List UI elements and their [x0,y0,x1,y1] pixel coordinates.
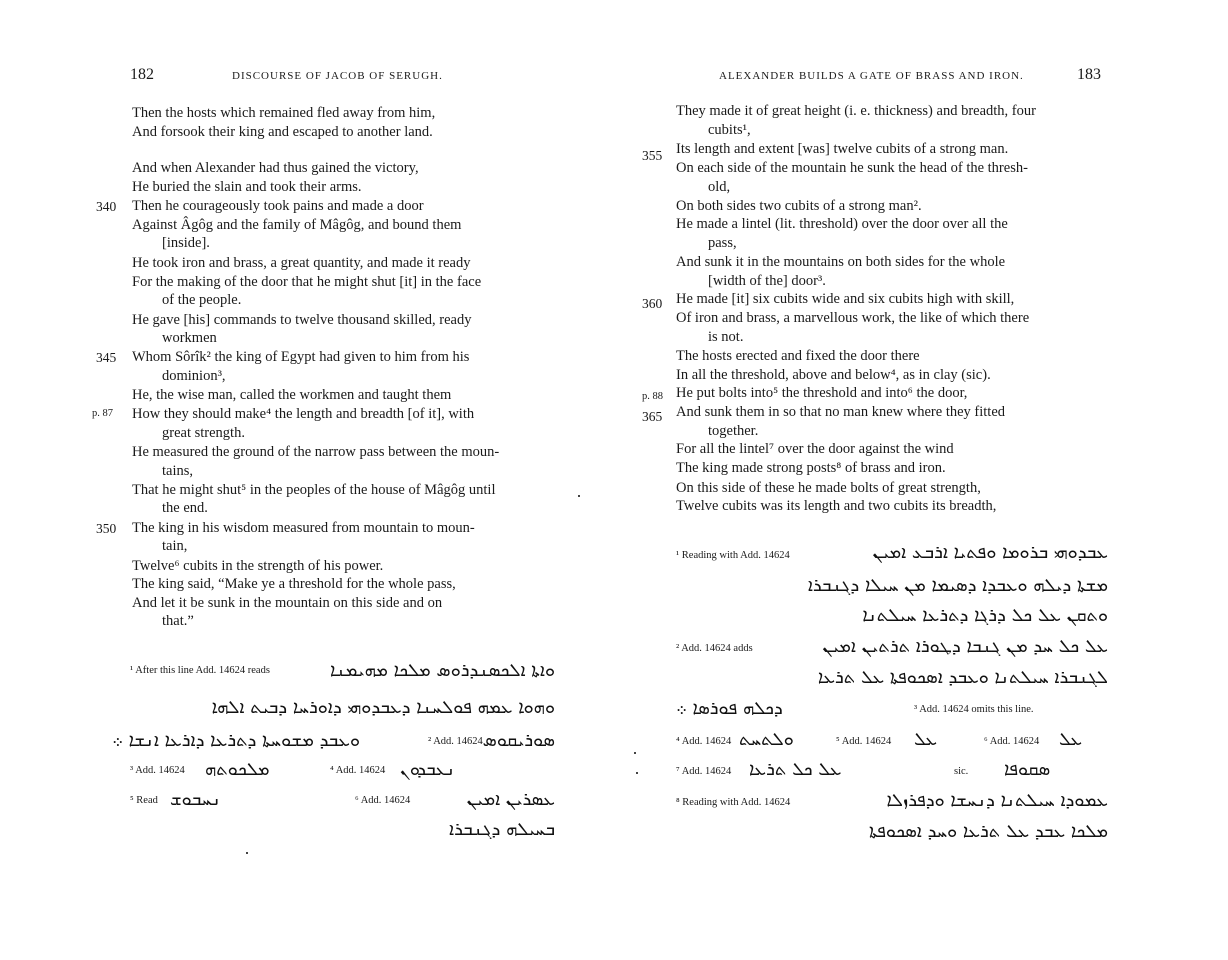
footnote-label: ¹ Reading with Add. 14624 [676,550,790,561]
left-page [0,0,600,960]
footnote-label: ⁶ Add. 14624 [355,795,411,806]
verse-line: And sunk them in so that no man knew where they fitted [676,404,1006,420]
footnote-label: ⁶ Add. 14624 [984,736,1040,747]
verse-line: Whom Sôrîk² the king of Egypt had given to him from his [132,349,470,365]
verse-line: He made [it] six cubits wide and six cubits high with skill, [676,291,1015,307]
footnote-label: ⁵ Read [130,795,158,806]
verse-line-continued: workmen [162,330,217,346]
footnote-label: ³ Add. 14624 omits this line. [914,704,1034,715]
verse-line: He put bolts into⁵ the threshold and into⁶ the door, [676,385,968,401]
footnote-label: ⁸ Reading with Add. 14624 [676,797,791,808]
verse-line-continued: the end. [162,500,208,516]
speck [578,495,580,497]
syriac-text: ܥܒܕܘܗܝ ܒܪܘܡܐ ܘܦܬܝܐ ܐܪܒܥ ܐܡܝܢ [872,542,1108,563]
verse-line: Then the hosts which remained fled away from him, [132,105,436,121]
page-number: 182 [130,66,154,83]
verse-line-continued: tains, [162,463,194,479]
speck [634,752,636,754]
line-number: 350 [96,521,117,536]
running-head: ALEXANDER BUILDS A GATE OF BRASS AND IRON. [719,70,1024,82]
syriac-text: ܥܣܪܝܢ ܐܡܝܢ [466,789,555,810]
verse-line-continued: tain, [162,538,188,554]
verse-line: Twelve⁶ cubits in the strength of his power. [132,558,384,574]
verse-line: For the making of the door that he might shut [it] in the face [132,274,482,290]
syriac-text: ܡܠܟܘܬܗ [205,759,270,780]
verse-line-continued: that.” [162,613,194,629]
verse-line: That he might shut⁵ in the peoples of the house of Mâgôg until [132,482,496,498]
footnote-label: ³ Add. 14624 [130,765,185,776]
verse-line: In all the threshold, above and below⁴, as in clay (sic). [676,367,991,383]
syriac-text: ܢܥܒܕܘܢ [400,759,456,780]
verse-line: On each side of the mountain he sunk the head of the thresh- [676,160,1028,176]
verse-line-continued: [inside]. [162,235,210,251]
syriac-text: ܣܘܪܝܩܘܣ [482,730,555,751]
footnote-label: ⁴ Add. 14624 [676,736,732,747]
speck [636,772,638,774]
syriac-text: ܘܐܬܐ ܐܠܟܣܢܕܪܘܣ ܡܠܟܐ ܡܗܝܡܢܐ [329,660,555,681]
verse-line: On both sides two cubits of a strong man². [676,198,922,214]
line-number: 340 [96,199,117,214]
verse-line: And when Alexander had thus gained the victory, [132,160,419,176]
verse-line: He took iron and brass, a great quantity, and made it ready [132,255,471,271]
syriac-text: ܡܫܬܐ ܕܝܠܗ ܘܥܒܕܐ ܕܣܝܡܐ ܡܢ ܚܝܠܐ ܕܓܢܒܪܐ [807,575,1108,596]
verse-line-continued: great strength. [162,425,245,441]
verse-line: How they should make⁴ the length and breadth [of it], with [132,406,475,422]
verse-line-continued: of the people. [162,292,242,308]
verse-line: And let it be sunk in the mountain on this side and on [132,595,443,611]
verse-line-continued: pass, [708,235,737,251]
verse-line-continued: [width of the] door³. [708,273,826,289]
verse-line: The king made strong posts⁸ of brass and iron. [676,460,946,476]
footnote-label: ⁴ Add. 14624 [330,765,386,776]
page-number: 183 [1077,66,1101,83]
verse-line: Twelve cubits was its length and two cubits its breadth, [676,498,997,514]
verse-line: He made a lintel (lit. threshold) over the door over all the [676,216,1008,232]
line-number: 365 [642,409,663,424]
verse-line: The king in his wisdom measured from mountain to moun- [132,520,475,536]
syriac-text: ܥܡܘܕܐ ܚܝܠܬܢܐ ܕܢܚܫܐ ܘܕܦܪܙܠܐ [886,790,1108,811]
verse-line: For all the lintel⁷ over the door against the wind [676,441,954,457]
verse-line-continued: dominion³, [162,368,226,384]
footnote-label: sic. [954,766,969,777]
line-number: 355 [642,148,663,163]
speck [246,852,248,854]
verse-line: They made it of great height (i. e. thickness) and breadth, four [676,103,1036,119]
syriac-text: ܣܩܘܦܐ [1004,759,1051,780]
footnote-label: ⁷ Add. 14624 [676,766,732,777]
line-number: 345 [96,350,117,365]
verse-line: On this side of these he made bolts of great strength, [676,480,981,496]
verse-line: Then he courageously took pains and made a door [132,198,424,214]
verse-line: Of iron and brass, a marvellous work, the like of which there [676,310,1030,326]
verse-line: He, the wise man, called the workmen and taught them [132,387,452,403]
syriac-text: ܢܚܒܘܫ [170,789,221,810]
verse-line: Against Âgôg and the family of Mâgôg, and bound them [132,217,462,233]
page-reference: p. 87 [92,408,113,419]
verse-line-continued: cubits¹, [708,122,751,138]
syriac-text: ܥܠ ܟܠ ܚܕ ܡܢ ܓܢܒܐ ܕܛܘܪܐ ܬܪܬܝܢ ܐܡܝܢ [822,636,1108,657]
verse-line: And sunk it in the mountains on both sides for the whole [676,254,1006,270]
footnote-label: ⁵ Add. 14624 [836,736,892,747]
syriac-text: ܠܓܢܒܪܐ ܚܝܠܬܢܐ ܘܥܒܕ ܐܣܟܘܦܬܐ ܥܠ ܬܪܥܐ [817,667,1108,688]
syriac-text: ܒܚܝܠܗ ܕܓܢܒܪܐ [449,819,555,840]
verse-line-continued: together. [708,423,759,439]
verse-line: He measured the ground of the narrow pass between the moun- [132,444,500,460]
syriac-text: ܘܬܩܢ ܥܠ ܟܠ ܕܪܓܐ ܕܬܪܥܐ ܚܝܠܬܢܐ [862,605,1108,626]
syriac-text: ܕܟܠܗ ܦܘܪܣܐ ܀ [676,698,783,719]
running-head: DISCOURSE OF JACOB OF SERUGH. [232,70,443,82]
syriac-text: ܥܠ ܟܠ ܬܪܥܐ [749,759,842,780]
line-number: 360 [642,296,663,311]
syriac-text: ܘܠܬܚܬ [739,729,794,750]
verse-line-continued: old, [708,179,731,195]
verse-line-continued: is not. [708,329,744,345]
verse-line: And forsook their king and escaped to another land. [132,124,433,140]
verse-line: The king said, “Make ye a threshold for the whole pass, [132,576,456,592]
footnote-label: ² Add. 14624 [428,736,483,747]
footnote-label: ¹ After this line Add. 14624 reads [130,665,270,676]
verse-line: He gave [his] commands to twelve thousand skilled, ready [132,312,472,328]
syriac-text: ܡܠܟܐ ܥܒܕ ܥܠ ܬܪܥܐ ܘܚܕ ܐܣܟܘܦܬܐ [868,821,1108,842]
verse-line: He buried the slain and took their arms. [132,179,362,195]
verse-line: The hosts erected and fixed the door there [676,348,920,364]
syriac-text: ܥܠ [914,729,938,750]
syriac-text: ܘܗܘܐ ܥܡܗ ܦܘܠܚܢܐ ܕܥܒܕܘܗܝ ܕܐܘܪܚܐ ܕܒܝܬ ܐܠܗܐ [211,697,555,718]
syriac-text: ܘܥܒܕ ܡܫܘܚܬܐ ܕܬܪܥܐ ܕܐܪܥܐ ܐܢܫܐ ܀ [112,730,360,751]
syriac-text: ܥܠ [1059,729,1083,750]
footnote-label: ² Add. 14624 adds [676,643,753,654]
page-reference: p. 88 [642,391,663,402]
right-page [614,0,1228,960]
verse-line: Its length and extent [was] twelve cubits of a strong man. [676,141,1009,157]
